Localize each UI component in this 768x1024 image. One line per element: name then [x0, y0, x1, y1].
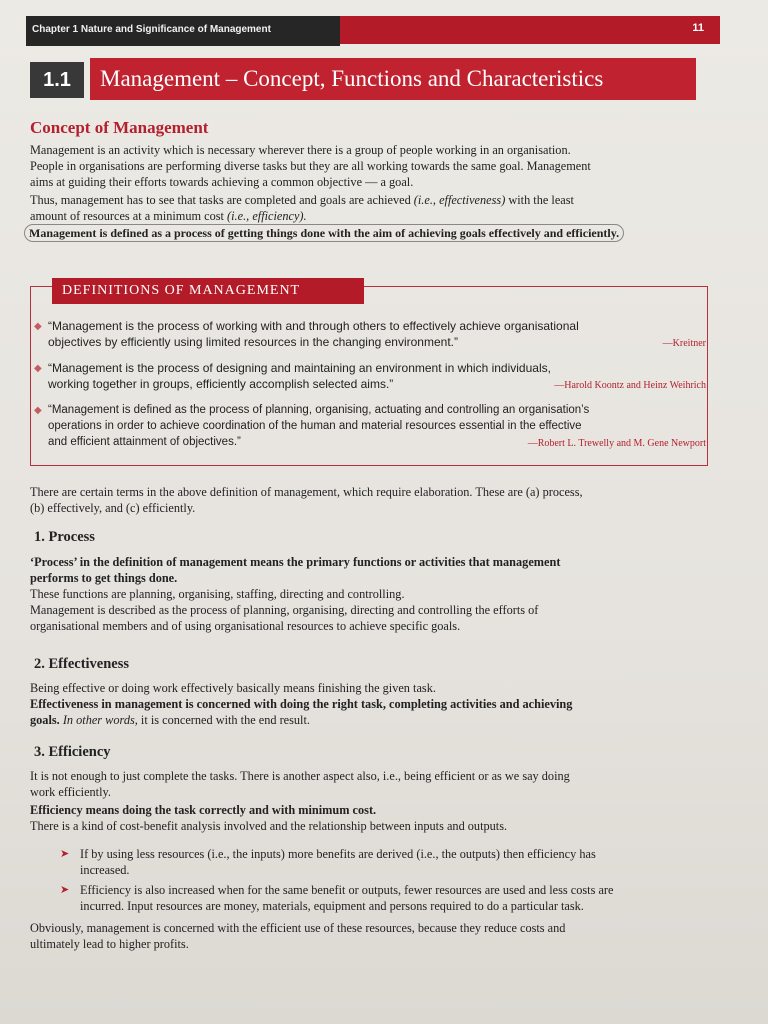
definition-text: operations in order to achieve coordination of the human and material resources essential in the effective	[48, 420, 582, 432]
efficiency-line: There is a kind of cost-benefit analysis involved and the relationship between inputs and outputs.	[30, 819, 508, 833]
effectiveness-line	[30, 712, 700, 728]
efficiency-point	[60, 846, 700, 878]
efficiency-paragraph	[30, 768, 700, 834]
efficiency-point-line: increased.	[80, 863, 130, 877]
definition-text: “Management is the process of designing and maintaining an environment in which individuals,	[48, 361, 551, 375]
concept-line	[30, 208, 700, 224]
diamond-bullet-icon: ◆	[34, 363, 42, 374]
terms-line: There are certain terms in the above definition of management, which require elaboration. These are (a) process,	[30, 485, 583, 499]
concept-line: aims at guiding their efforts towards achieving a common objective — a goal.	[30, 175, 414, 189]
page-number: 11	[692, 22, 704, 34]
definition-text: “Management is the process of working with and through others to effectively achieve organisational	[48, 319, 579, 333]
text: with the least	[505, 193, 574, 207]
effectiveness-paragraph	[30, 680, 700, 728]
definition-source: —Robert L. Trewelly and M. Gene Newport	[527, 438, 706, 449]
process-line: organisational members and of using organisational resources to achieve specific goals.	[30, 619, 461, 633]
diamond-bullet-icon: ◆	[34, 321, 42, 332]
process-line: Management is described as the process of planning, organising, directing and controlling the efforts of	[30, 603, 539, 617]
efficiency-conclusion	[30, 920, 700, 952]
definitions-title: DEFINITIONS OF MANAGEMENT	[52, 278, 364, 304]
text: amount of resources at a minimum cost	[30, 209, 228, 223]
section-number: 1.1	[30, 62, 84, 98]
efficiency-line: It is not enough to just complete the tasks. There is another aspect also, i.e., being efficient or as we say doing	[30, 769, 570, 783]
efficiency-point	[60, 882, 700, 914]
definition-source: —Kreitner	[662, 338, 706, 349]
effectiveness-heading: 2. Effectiveness	[34, 656, 130, 672]
chapter-title: Chapter 1 Nature and Significance of Management	[32, 24, 271, 35]
concept-line: People in organisations are performing diverse tasks but they are all working towards the same goal. Management	[30, 159, 591, 173]
terms-line: (b) effectively, and (c) efficiently.	[30, 501, 196, 515]
section-heading	[30, 58, 696, 102]
definition-item	[34, 318, 706, 350]
page-header	[26, 16, 706, 46]
efficiency-bold-line: Efficiency means doing the task correctly and with minimum cost.	[30, 803, 377, 817]
arrow-bullet-icon: ➤	[60, 884, 70, 896]
efficiency-point-line: incurred. Input resources are money, materials, equipment and persons required to do a particular task.	[80, 899, 584, 913]
definition-text: “Management is defined as the process of planning, organising, actuating and controlling an organisation’s	[48, 404, 590, 416]
definition-highlight: Management is defined as a process of getting things done with the aim of achieving goals effectively and efficiently.	[24, 224, 624, 242]
text: Thus, management has to see that tasks are completed and goals are achieved	[30, 193, 414, 207]
diamond-bullet-icon: ◆	[34, 405, 42, 416]
arrow-bullet-icon: ➤	[60, 848, 70, 860]
definition-text: and efficient attainment of objectives.”	[48, 436, 241, 448]
efficiency-line: ultimately lead to higher profits.	[30, 937, 189, 951]
definition-source: —Harold Koontz and Heinz Weihrich	[554, 380, 706, 391]
process-paragraph	[30, 554, 700, 634]
section-title: Management – Concept, Functions and Characteristics	[90, 58, 696, 100]
efficiency-line: Obviously, management is concerned with the efficient use of these resources, because they reduce costs and	[30, 921, 566, 935]
text-italic: In other words,	[62, 713, 138, 727]
process-line: These functions are planning, organising, staffing, directing and controlling.	[30, 587, 405, 601]
efficiency-point-line: Efficiency is also increased when for the same benefit or outputs, fewer resources are used and less costs are	[80, 883, 614, 897]
definition-text: objectives by efficiently using limited resources in the changing environment.”	[48, 335, 458, 349]
efficiency-line: work efficiently.	[30, 785, 111, 799]
definition-text: working together in groups, efficiently accomplish selected aims.”	[48, 377, 394, 391]
text: it is concerned with the end result.	[137, 713, 310, 727]
concept-line	[30, 192, 700, 208]
process-bold-line: performs to get things done.	[30, 571, 178, 585]
terms-paragraph	[30, 484, 700, 516]
process-heading: 1. Process	[34, 529, 95, 545]
process-bold-line: ‘Process’ in the definition of management means the primary functions or activities that management	[30, 555, 561, 569]
efficiency-point-line: If by using less resources (i.e., the inputs) more benefits are derived (i.e., the outputs) then efficiency has	[80, 847, 596, 861]
concept-heading: Concept of Management	[30, 118, 209, 137]
text-italic: (i.e., effectiveness)	[413, 193, 506, 207]
efficiency-heading: 3. Efficiency	[34, 744, 111, 760]
effectiveness-bold-line: Effectiveness in management is concerned with doing the right task, completing activities and achieving	[30, 697, 573, 711]
chapter-bar	[26, 16, 340, 46]
concept-line: Management is an activity which is necessary wherever there is a group of people working in an organisation.	[30, 143, 571, 157]
definition-item	[34, 402, 706, 450]
text-bold: goals.	[30, 713, 60, 727]
effectiveness-line: Being effective or doing work effectively basically means finishing the given task.	[30, 681, 436, 695]
text-italic: (i.e., efficiency).	[227, 209, 307, 223]
page-number-bar	[340, 16, 720, 44]
concept-paragraph	[30, 142, 700, 242]
definition-item	[34, 360, 706, 392]
